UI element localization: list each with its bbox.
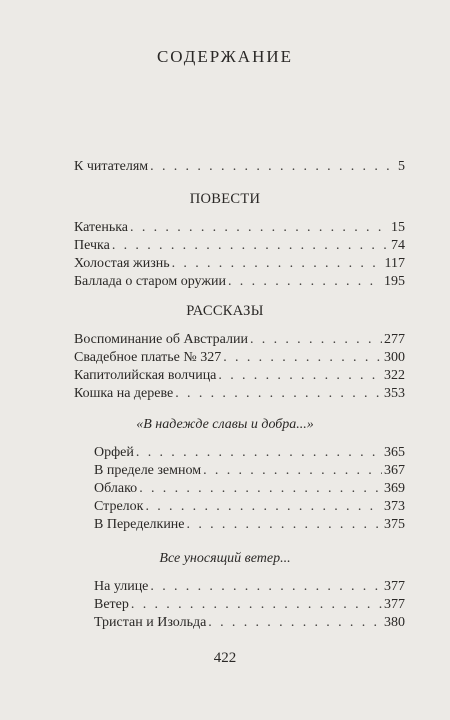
toc-entry-page: 373 <box>384 499 405 514</box>
toc-entry-page: 15 <box>391 220 405 235</box>
dot-leader <box>187 516 382 534</box>
toc-entry-label: К читателям <box>74 159 149 174</box>
toc-entry-label: Орфей <box>94 445 134 460</box>
toc-entry <box>94 498 405 516</box>
toc-entry-page: 5 <box>398 159 405 174</box>
toc-entry <box>74 385 405 403</box>
dot-leader <box>250 331 382 349</box>
toc-entry-page: 74 <box>391 238 405 253</box>
section-heading-rasskazy: РАССКАЗЫ <box>186 303 264 319</box>
dot-leader <box>145 498 382 516</box>
toc-entry <box>74 219 405 237</box>
dot-leader <box>150 578 382 596</box>
toc-entry-page: 380 <box>384 615 405 630</box>
toc-entry-page: 377 <box>384 579 405 594</box>
toc-entry-label: Ветер <box>94 597 129 612</box>
page-number: 422 <box>213 650 237 666</box>
toc-entry-page: 195 <box>384 274 405 289</box>
section-heading-v-nadezhde: «В надежде славы и добра...» <box>136 417 314 432</box>
toc-entry-label: На улице <box>94 579 149 594</box>
toc-entry-page: 117 <box>384 256 405 271</box>
toc-entry <box>74 273 405 291</box>
dot-leader <box>130 219 389 237</box>
toc-entry-label: В Переделкине <box>94 517 185 532</box>
toc-entry-page: 353 <box>384 386 405 401</box>
toc-entry <box>74 349 405 367</box>
toc-entry-label: Катенька <box>74 220 129 235</box>
dot-leader <box>223 349 382 367</box>
toc-entry-page: 367 <box>384 463 405 478</box>
toc-entry <box>94 596 405 614</box>
dot-leader <box>208 614 382 632</box>
toc-entry-label: Облако <box>94 481 138 496</box>
toc-entry-label: Кошка на дереве <box>74 386 174 401</box>
toc-entry-label: Свадебное платье № 327 <box>74 350 222 365</box>
toc-entry <box>74 237 405 255</box>
dot-leader <box>112 237 389 255</box>
dot-leader <box>218 367 382 385</box>
dot-leader <box>228 273 382 291</box>
toc-entry-label: Капитолийская волчица <box>74 368 217 383</box>
page-title: СОДЕРЖАНИЕ <box>156 47 294 66</box>
toc-entry <box>74 331 405 349</box>
toc-entry-page: 365 <box>384 445 405 460</box>
toc-entry-label: Баллада о старом оружии <box>74 274 226 289</box>
toc-entry-intro <box>74 158 405 176</box>
dot-leader <box>139 480 382 498</box>
toc-entry-label: Печка <box>74 238 110 253</box>
toc-entry <box>94 614 405 632</box>
toc-entry-page: 300 <box>384 350 405 365</box>
section-heading-vse-unosyashchiy: Все уносящий ветер... <box>159 551 291 566</box>
toc-entry-label: В пределе земном <box>94 463 202 478</box>
toc-entry <box>94 480 405 498</box>
toc-entry <box>74 255 405 273</box>
toc-entry-label: Тристан и Изольда <box>94 615 207 630</box>
toc-entry <box>94 462 405 480</box>
dot-leader <box>131 596 382 614</box>
toc-entry-label: Воспоминание об Австралии <box>74 332 248 347</box>
toc-entry <box>94 516 405 534</box>
toc-entry <box>74 367 405 385</box>
dot-leader <box>150 158 396 176</box>
toc-entry-label: Холостая жизнь <box>74 256 170 271</box>
dot-leader <box>203 462 382 480</box>
toc-entry <box>94 444 405 462</box>
toc-entry-page: 277 <box>384 332 405 347</box>
toc-entry <box>94 578 405 596</box>
toc-entry-page: 369 <box>384 481 405 496</box>
toc-entry-page: 377 <box>384 597 405 612</box>
toc-entry-label: Стрелок <box>94 499 144 514</box>
dot-leader <box>172 255 383 273</box>
section-heading-povesti: ПОВЕСТИ <box>189 191 261 207</box>
toc-entry-page: 322 <box>384 368 405 383</box>
dot-leader <box>136 444 382 462</box>
dot-leader <box>175 385 382 403</box>
toc-entry-page: 375 <box>384 517 405 532</box>
